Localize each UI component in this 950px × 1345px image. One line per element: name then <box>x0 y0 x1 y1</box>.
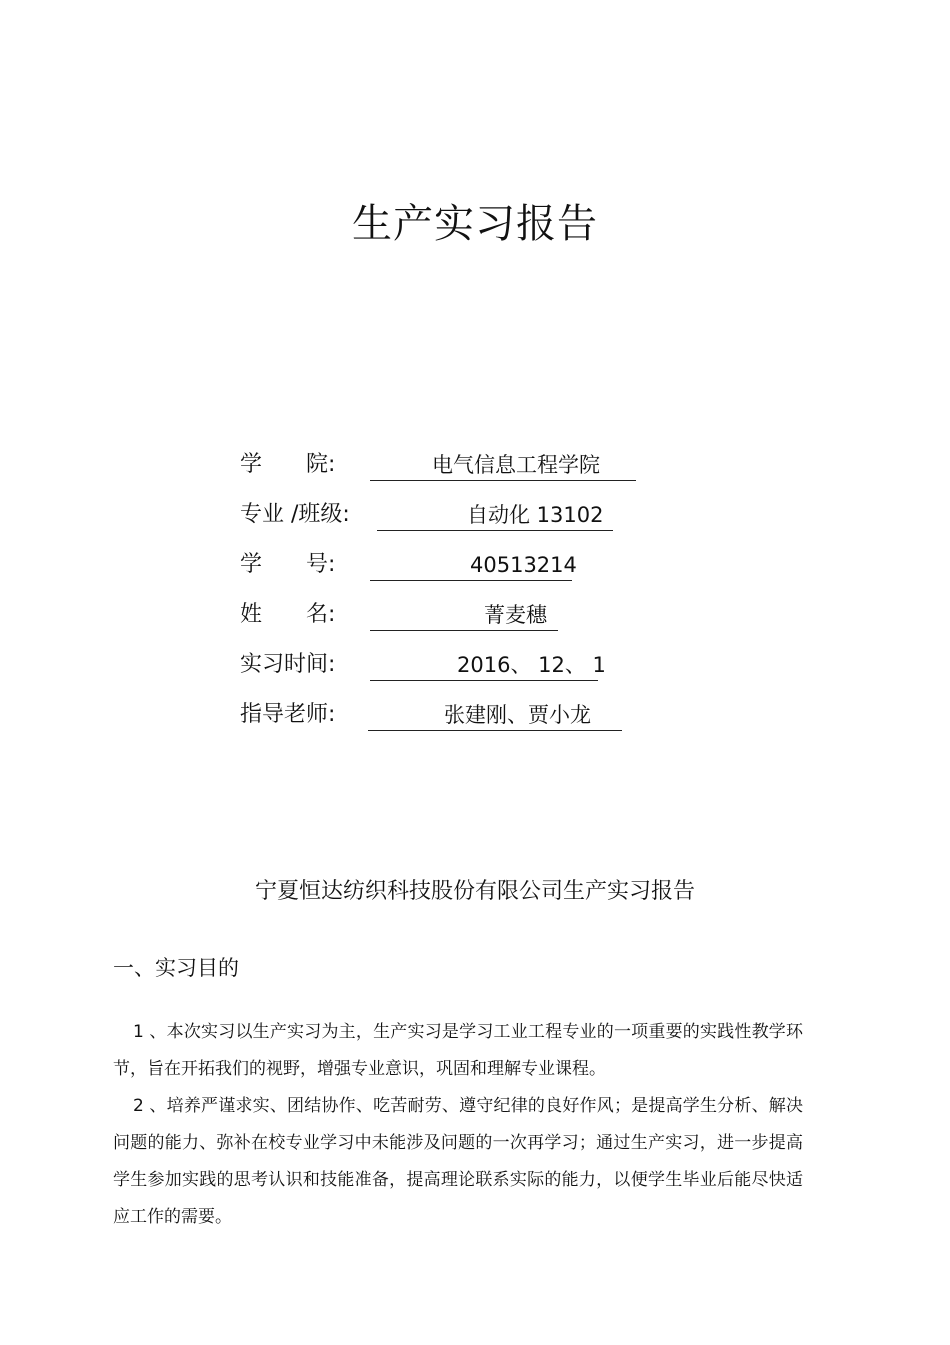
internship-time-value: 2016、 12、 1 <box>370 650 598 681</box>
college-value: 电气信息工程学院 <box>370 450 636 481</box>
section-heading-purpose: 一、实习目的 <box>113 956 239 980</box>
name-value: 菁麦穗 <box>370 600 558 631</box>
major-class-label: 专业 /班级: <box>240 502 350 527</box>
student-id-value: 40513214 <box>370 550 572 581</box>
report-subtitle: 宁夏恒达纺织科技股份有限公司生产实习报告 <box>254 879 695 904</box>
name-label: 姓 名: <box>240 602 336 627</box>
college-label: 学 院: <box>240 452 336 477</box>
advisor-value: 张建刚、贾小龙 <box>368 700 622 731</box>
student-id-label: 学 号: <box>240 552 336 577</box>
advisor-label: 指导老师: <box>240 702 336 727</box>
internship-time-label: 实习时间: <box>240 652 336 677</box>
major-class-value: 自动化 13102 <box>377 500 613 531</box>
paragraph-2: 2 、培养严谨求实、团结协作、吃苦耐劳、遵守纪律的良好作风；是提高学生分析、解决问题的能力、弥补在校专业学习中未能涉及问题的一次再学习；通过生产实习，进一步提高学生参加实践的思考认识和技能准备，提高理论联系实际的能力，以便学生毕业后能尽快适应工作的需要。 <box>113 1096 803 1227</box>
paragraph-1: 1 、本次实习以生产实习为主，生产实习是学习工业工程专业的一项重要的实践性教学环节，旨在开拓我们的视野，增强专业意识，巩固和理解专业课程。 <box>113 1022 803 1079</box>
report-title: 生产实习报告 <box>352 201 598 247</box>
